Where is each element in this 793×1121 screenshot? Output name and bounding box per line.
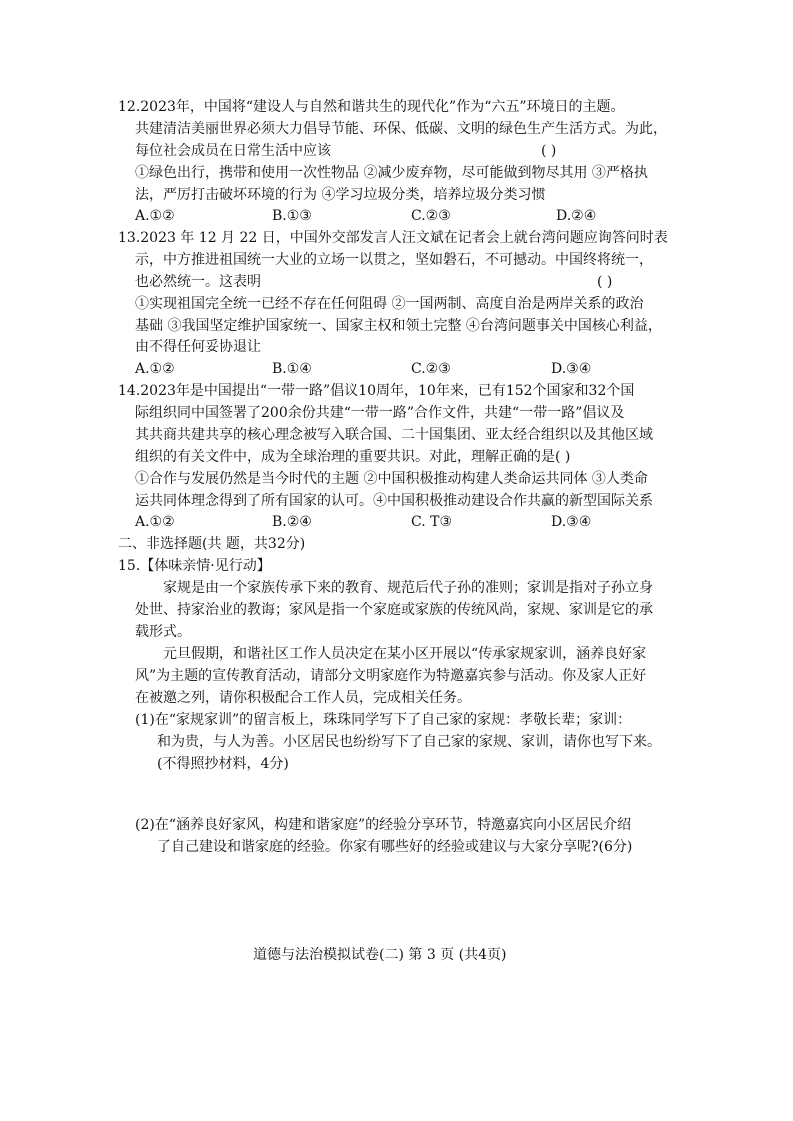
- q14-line-5: ①合作与发展仍然是当今时代的主题 ②中国积极推动构建人类命运共同体 ③人类命: [135, 471, 648, 487]
- q13-answer-bracket: ( ): [597, 274, 613, 290]
- q14-line-1: 14.2023年是中国提出“一带一路”倡议10周年，10年来，已有152个国家和32个国: [118, 383, 635, 399]
- q13-line-5: 基础 ③我国坚定维护国家统一、国家主权和领土完整 ④台湾问题事关中国核心利益，: [135, 318, 662, 334]
- q12-option-b: B.①③: [272, 208, 312, 224]
- q15-title: 15.【体味亲情·见行动】: [118, 558, 271, 574]
- q13-option-a: A.①②: [135, 361, 175, 377]
- q12-line-4: ①绿色出行，携带和使用一次性物品 ②减少废弃物，尽可能做到物尽其用 ③严格执: [135, 165, 648, 181]
- q13-option-c: C.②③: [411, 361, 451, 377]
- q12-option-a: A.①②: [135, 208, 175, 224]
- q15-sub2-line-1: (2)在“涵养良好家风，构建和谐家庭”的经验分享环节，特邀嘉宾向小区居民介绍: [135, 817, 632, 833]
- q13-option-b: B.①④: [272, 361, 312, 377]
- q13-line-3: 也必然统一。这表明: [135, 274, 261, 290]
- q14-line-4: 组织的有关文件中，成为全球治理的重要共识。对此，理解正确的是( ): [135, 449, 571, 465]
- q12-option-c: C.②③: [411, 208, 451, 224]
- q14-line-3: 其共商共建共享的核心理念被写入联合国、二十国集团、亚太经合组织以及其他区域: [135, 427, 653, 443]
- q14-option-b: B.②④: [272, 514, 312, 530]
- q12-line-3: 每位社会成员在日常生活中应该: [135, 143, 331, 159]
- q14-line-6: 运共同体理念得到了所有国家的认可。④中国积极推动建设合作共赢的新型国际关系: [135, 493, 653, 509]
- q13-line-2: 示，中方推进祖国统一大业的立场一以贯之，坚如磐石，不可撼动。中国终将统一，: [135, 252, 653, 268]
- q12-line-2: 共建清洁美丽世界必须大力倡导节能、环保、低碳、文明的绿色生产生活方式。为此，: [135, 121, 667, 137]
- section-2-heading: 二、非选择题(共 题，共32分): [118, 536, 306, 552]
- q15-sub1-line-1: (1)在“家规家训”的留言板上，珠珠同学写下了自己家的家规：孝敬长辈；家训：: [135, 712, 632, 728]
- q15-sub1-line-3: (不得照抄材料，4分): [157, 756, 289, 772]
- q13-line-4: ①实现祖国完全统一已经不存在任何阻碍 ②一国两制、高度自治是两岸关系的政治: [135, 296, 644, 312]
- page-footer: 道德与法治模拟试卷(二) 第 3 页 (共4页): [253, 947, 507, 963]
- q14-option-a: A.①②: [135, 514, 175, 530]
- q12-option-d: D.②④: [556, 208, 597, 224]
- q14-option-d: D.③④: [551, 514, 592, 530]
- q15-paragraph-2-line-1: 元旦假期，和谐社区工作人员决定在某小区开展以“传承家规家训，涵养良好家: [163, 646, 647, 662]
- q15-sub2-line-2: 了自己建设和谐家庭的经验。你家有哪些好的经验或建议与大家分享呢?(6分): [157, 839, 633, 855]
- q12-answer-bracket: ( ): [541, 143, 557, 159]
- q15-paragraph-1-line-2: 处世、持家治业的教诲；家风是指一个家庭或家族的传统风尚，家规、家训是它的承: [135, 602, 653, 618]
- q15-paragraph-1-line-3: 载形式。: [135, 624, 191, 640]
- q15-paragraph-2-line-3: 在被邀之列，请你积极配合工作人员，完成相关任务。: [135, 690, 471, 706]
- q13-line-6: 由不得任何妥协退让: [135, 339, 261, 355]
- q15-paragraph-1-line-1: 家规是由一个家族传承下来的教育、规范后代子孙的准则；家训是指对子孙立身: [163, 580, 653, 596]
- q13-option-d: D.③④: [551, 361, 592, 377]
- q14-option-c: C. T③: [411, 514, 453, 530]
- q15-sub1-line-2: 和为贵，与人为善。小区居民也纷纷写下了自己家的家规、家训，请你也写下来。: [157, 734, 661, 750]
- q15-paragraph-2-line-2: 风”为主题的宣传教育活动，请部分文明家庭作为特邀嘉宾参与活动。你及家人正好: [135, 668, 647, 684]
- q13-line-1: 13.2023 年 12 月 22 日，中国外交部发言人汪文斌在记者会上就台湾问题应询答问时表: [118, 230, 668, 246]
- q12-line-5: 法，严厉打击破坏环境的行为 ④学习垃圾分类，培养垃圾分类习惯: [135, 187, 546, 203]
- q12-line-1: 12.2023年，中国将“建设人与自然和谐共生的现代化”作为“六五”环境日的主题。: [118, 99, 625, 115]
- q14-line-2: 际组织同中国签署了200余份共建“一带一路”合作文件，共建“一带一路”倡议及: [135, 405, 625, 421]
